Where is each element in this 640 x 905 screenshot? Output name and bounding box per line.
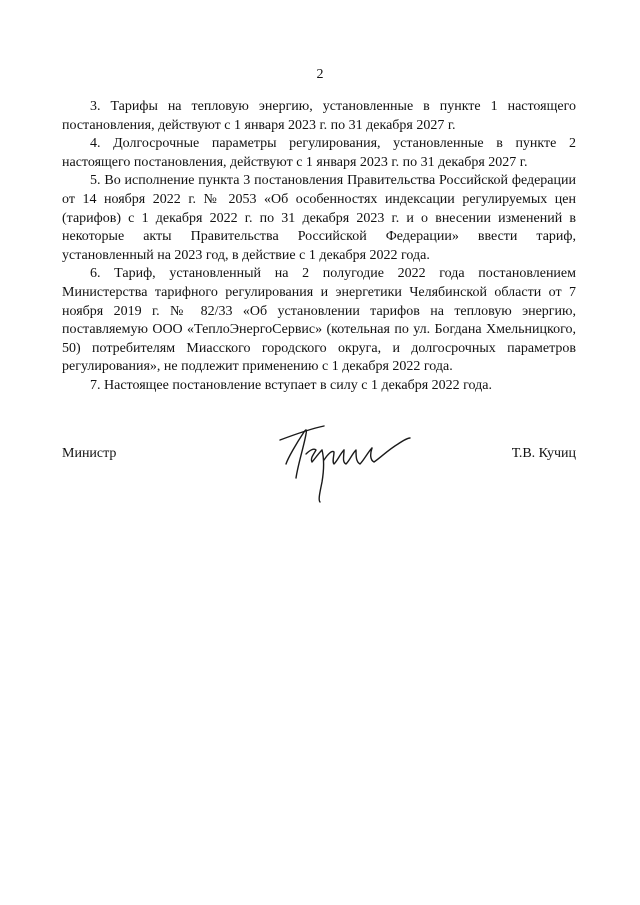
paragraph-3: 3. Тарифы на тепловую энергию, установленные в пункте 1 настоящего постановления, действуют с 1 января 2023 г. по 31 декабря 2027 г.: [62, 99, 576, 133]
page-number: 2: [316, 67, 324, 82]
paragraph-5: 5. Во исполнение пункта 3 постановления Правительства Российской федерации от 14 ноября 2022 г. № 2053 «Об особенностях индексации регулируемых цен (тарифов) с 1 декабря 2022 г. по 31 декабря 2023 г. и о внесении изменений в некоторые акты Правительства Российской Федерации» ввести тариф, установленный на 2023 год, в действие с 1 декабря 2022 года.: [62, 173, 576, 263]
paragraph-4: 4. Долгосрочные параметры регулирования, установленные в пункте 2 настоящего постановления, действуют с 1 января 2023 г. по 31 декабря 2027 г.: [62, 136, 576, 170]
signatory-title: Министр: [62, 446, 117, 461]
paragraph-7: 7. Настоящее постановление вступает в силу с 1 декабря 2022 года.: [90, 377, 492, 393]
handwritten-signature: [266, 420, 416, 510]
paragraph-6: 6. Тариф, установленный на 2 полугодие 2022 года постановлением Министерства тарифного регулирования и энергетики Челябинской области от 7 ноября 2019 г. № 82/33 «Об установлении тарифов на тепловую энергию, поставляемую ООО «ТеплоЭнергоСервис» (котельная по ул. Богдана Хмельницкого, 50) потребителям Миасского городского округа, и долгосрочных параметров регулирования», не подлежит применению с 1 декабря 2022 года.: [62, 266, 576, 375]
signatory-name: Т.В. Кучиц: [511, 446, 576, 461]
document-body: [62, 98, 576, 396]
